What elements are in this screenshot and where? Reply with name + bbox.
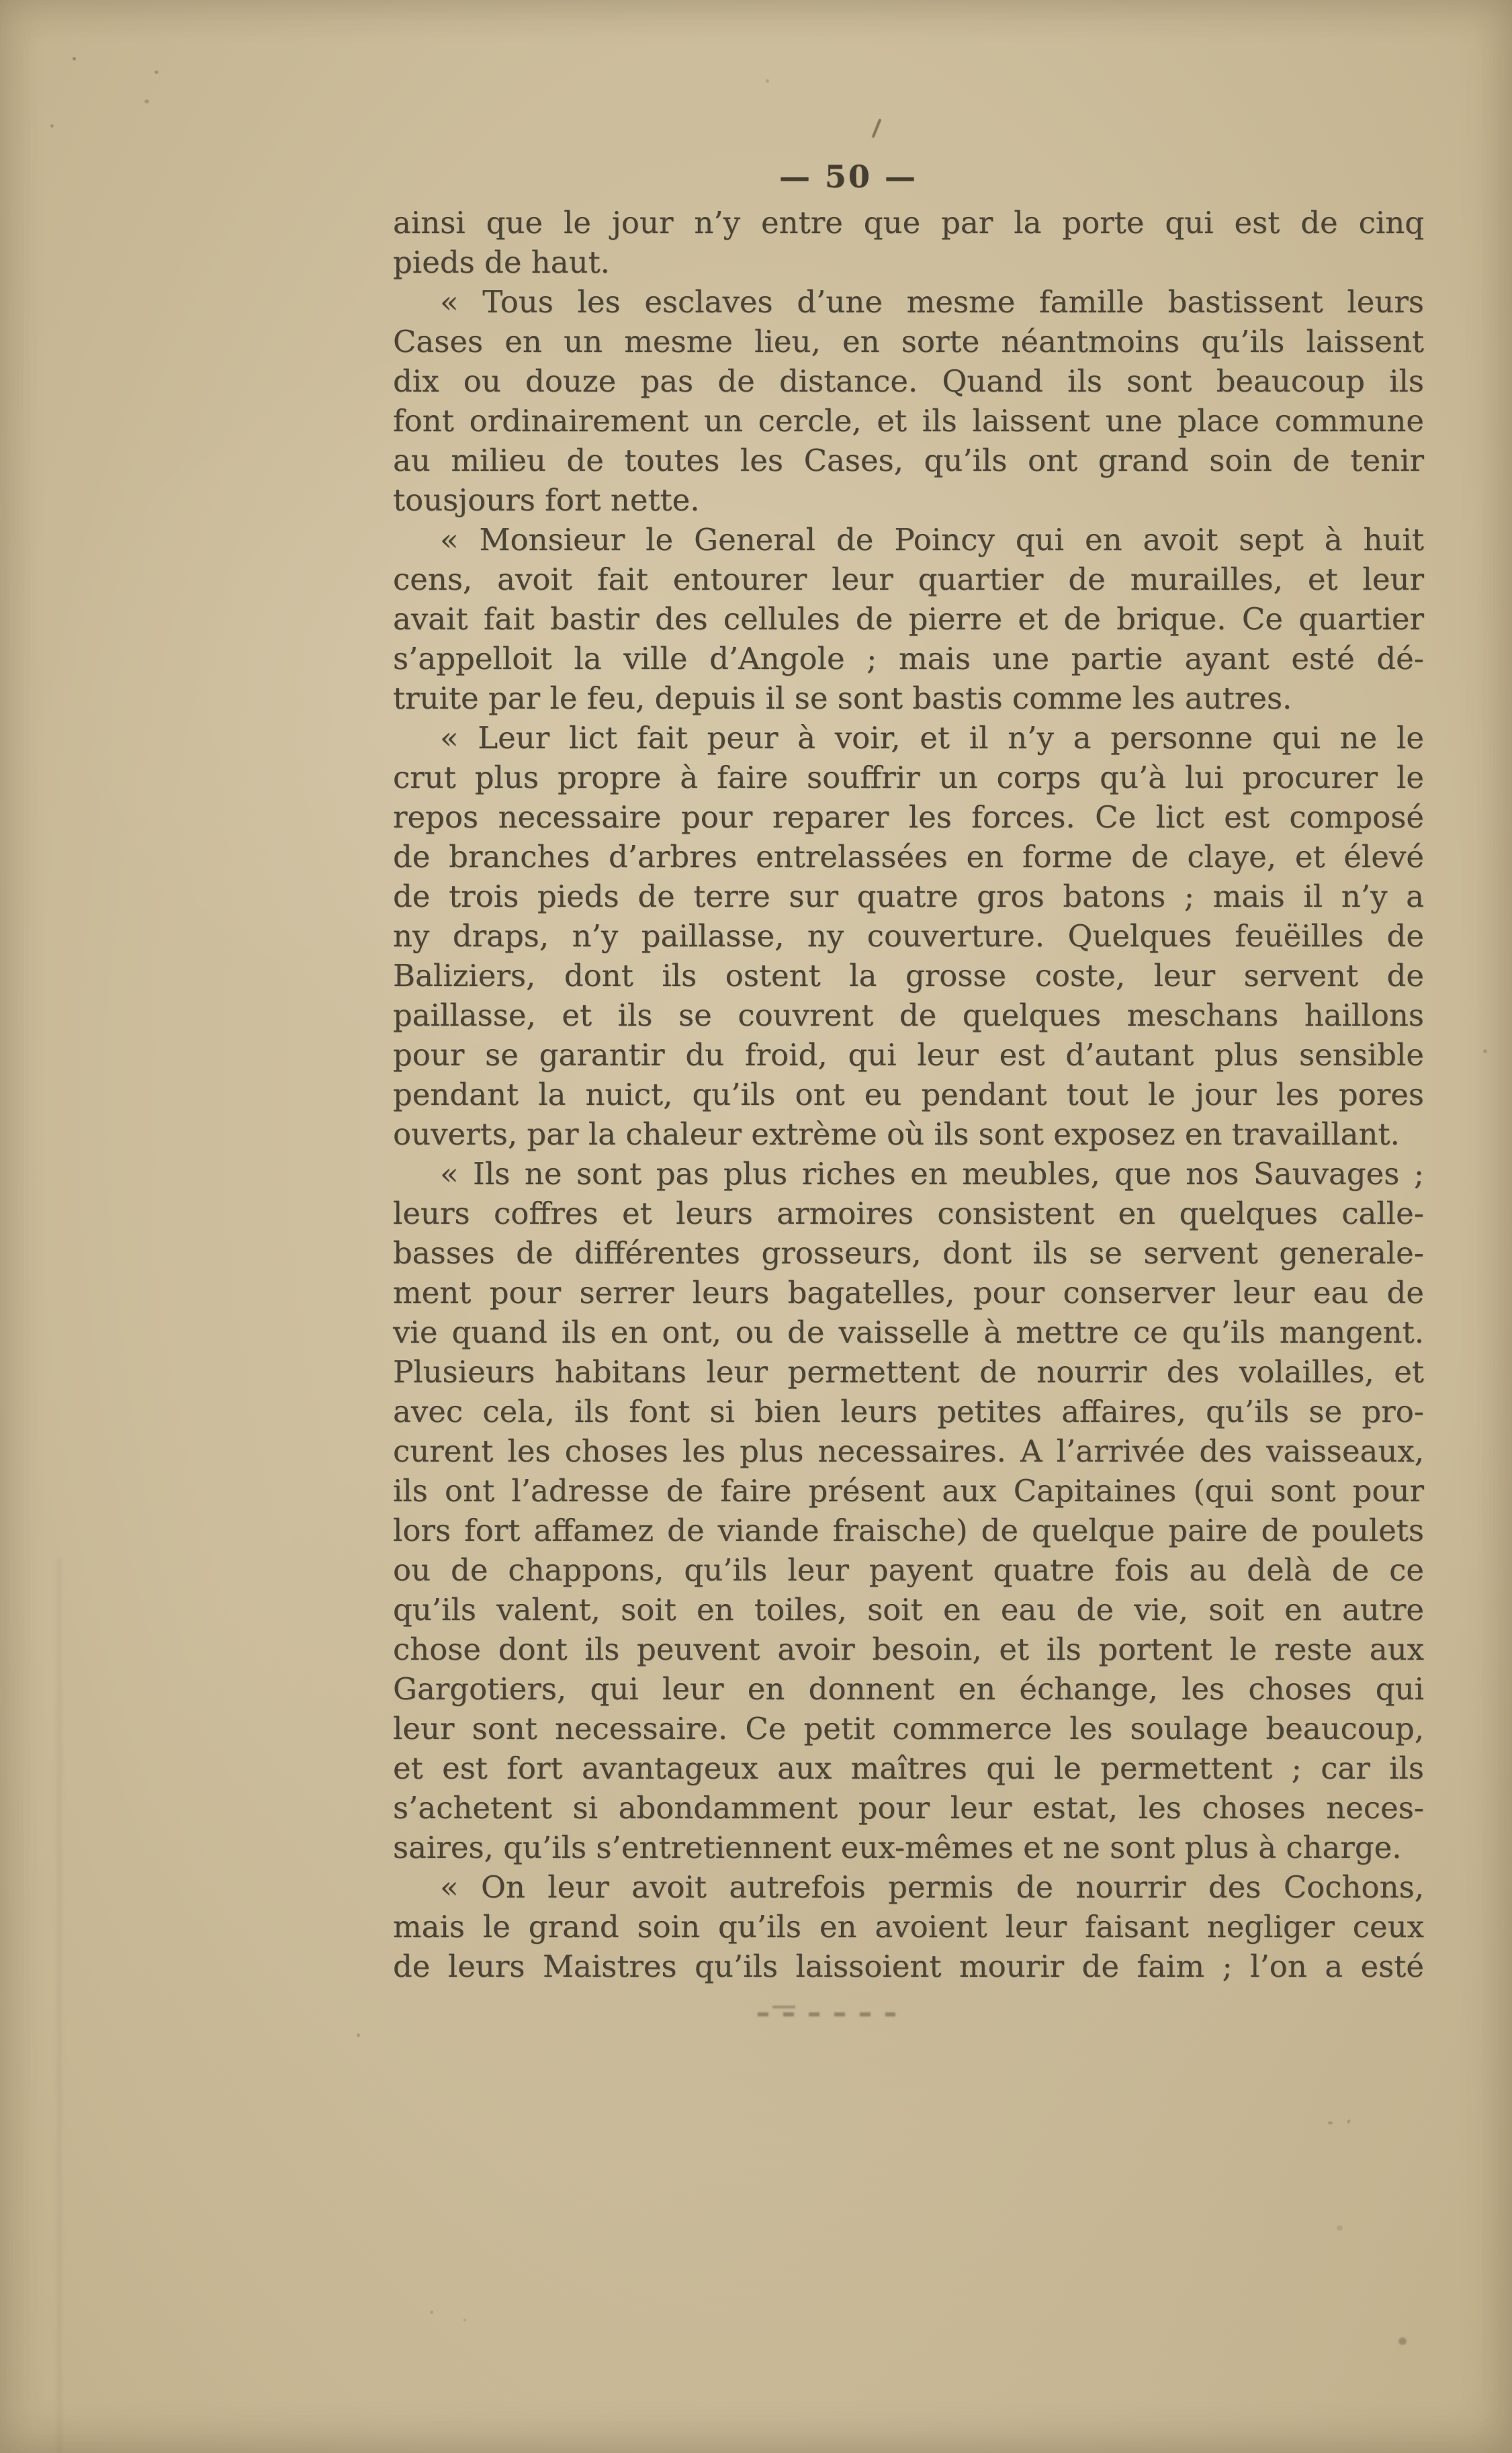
text-line: chose dont ils peuvent avoir besoin, et ils portent le reste aux (393, 1632, 1424, 1667)
text-line: dix ou douze pas de distance. Quand ils sont beaucoup ils (393, 363, 1424, 399)
paper-crease (58, 1558, 61, 2453)
text-line: de trois pieds de terre sur quatre gros batons ; mais il n’y a (393, 879, 1424, 914)
text-line: avait fait bastir des cellules de pierre et de brique. Ce quartier (393, 601, 1424, 637)
text-line: « Ils ne sont pas plus riches en meubles, que nos Sauvages ; (440, 1156, 1424, 1192)
text-line: leurs coffres et leurs armoires consistent en quelques calle- (393, 1196, 1424, 1231)
text-line: ouverts, par la chaleur extrème où ils sont exposez en travaillant. (393, 1116, 1400, 1152)
text-line: « Tous les esclaves d’une mesme famille bastissent leurs (440, 284, 1424, 320)
scan-speck (154, 71, 159, 74)
pen-slash-artifact (872, 118, 882, 138)
scan-speck (1483, 1049, 1487, 1053)
scan-speck (463, 2319, 466, 2321)
text-line: mais le grand soin qu’ils en avoient leur faisant negliger ceux (393, 1909, 1424, 1945)
scan-speck (1398, 2337, 1407, 2345)
text-line: pendant la nuict, qu’ils ont eu pendant tout le jour les pores (393, 1077, 1424, 1112)
text-line: ainsi que le jour n’y entre que par la porte qui est de cinq (393, 205, 1424, 240)
text-line: et est fort avantageux aux maîtres qui le permettent ; car ils (393, 1750, 1424, 1786)
text-line: curent les choses les plus necessaires. A l’arrivée des vaisseaux, (393, 1433, 1424, 1469)
body-text (393, 203, 1424, 1986)
ink-smudge-artifact (758, 2012, 895, 2016)
text-line: crut plus propre à faire souffrir un corps qu’à lui procurer le (393, 760, 1424, 795)
text-line: avec cela, ils font si bien leurs petites affaires, qu’ils se pro- (393, 1394, 1424, 1429)
text-line: cens, avoit fait entourer leur quartier de murailles, et leur (393, 562, 1424, 597)
text-line: qu’ils valent, soit en toiles, soit en eau de vie, soit en autre (393, 1592, 1424, 1627)
scan-speck (73, 57, 76, 60)
text-line: ou de chappons, qu’ils leur payent quatre fois au delà de ce (393, 1552, 1424, 1588)
scan-speck (766, 79, 769, 83)
scan-speck (357, 2033, 360, 2037)
text-line: repos necessaire pour reparer les forces. Ce lict est composé (393, 799, 1424, 835)
text-line: s’achetent si abondamment pour leur estat, les choses neces- (393, 1790, 1424, 1826)
scan-speck (1347, 2118, 1351, 2124)
text-line: basses de différentes grosseurs, dont ils se servent generale- (393, 1235, 1424, 1271)
scan-speck (1337, 2225, 1343, 2231)
text-line: « Monsieur le General de Poincy qui en avoit sept à huit (440, 522, 1424, 558)
text-line: ils ont l’adresse de faire présent aux Capitaines (qui sont pour (393, 1473, 1424, 1509)
scan-speck (430, 2311, 433, 2314)
page-number-header: — 50 — (779, 159, 918, 195)
text-line: lors fort affamez de viande fraische) de quelque paire de poulets (393, 1513, 1424, 1548)
text-line: « On leur avoit autrefois permis de nourrir des Cochons, (440, 1869, 1424, 1905)
text-line: saires, qu’ils s’entretiennent eux-mêmes et ne sont plus à charge. (393, 1830, 1402, 1865)
text-line: Baliziers, dont ils ostent la grosse coste, leur servent de (393, 958, 1424, 993)
text-line: truite par le feu, depuis il se sont bastis comme les autres. (393, 680, 1292, 716)
text-line: pieds de haut. (393, 244, 610, 280)
ink-smudge-artifact (772, 2006, 795, 2008)
text-line: pour se garantir du froid, qui leur est d’autant plus sensible (393, 1037, 1424, 1073)
text-line: tousjours fort nette. (393, 482, 700, 518)
text-line: leur sont necessaire. Ce petit commerce les soulage beaucoup, (393, 1711, 1424, 1746)
text-line: font ordinairement un cercle, et ils laissent une place commune (393, 403, 1424, 439)
scan-speck (50, 124, 54, 128)
text-line: de leurs Maistres qu’ils laissoient mourir de faim ; l’on a esté (393, 1949, 1424, 1984)
text-line: Gargotiers, qui leur en donnent en échange, les choses qui (393, 1671, 1424, 1707)
scan-speck (144, 99, 149, 103)
text-line: ny draps, n’y paillasse, ny couverture. Quelques feuëilles de (393, 918, 1424, 954)
text-line: Plusieurs habitans leur permettent de nourrir des volailles, et (393, 1354, 1424, 1390)
scan-speck (1328, 2121, 1333, 2125)
text-line: « Leur lict fait peur à voir, et il n’y a personne qui ne le (440, 720, 1424, 756)
text-line: au milieu de toutes les Cases, qu’ils ont grand soin de tenir (393, 443, 1424, 478)
text-line: vie quand ils en ont, ou de vaisselle à mettre ce qu’ils mangent. (393, 1314, 1424, 1350)
text-line: de branches d’arbres entrelassées en forme de claye, et élevé (393, 839, 1424, 875)
text-line: Cases en un mesme lieu, en sorte néantmoins qu’ils laissent (393, 324, 1424, 359)
text-line: paillasse, et ils se couvrent de quelques meschans haillons (393, 997, 1424, 1033)
text-line: s’appelloit la ville d’Angole ; mais une partie ayant esté dé- (393, 641, 1424, 676)
text-line: ment pour serrer leurs bagatelles, pour conserver leur eau de (393, 1275, 1424, 1310)
